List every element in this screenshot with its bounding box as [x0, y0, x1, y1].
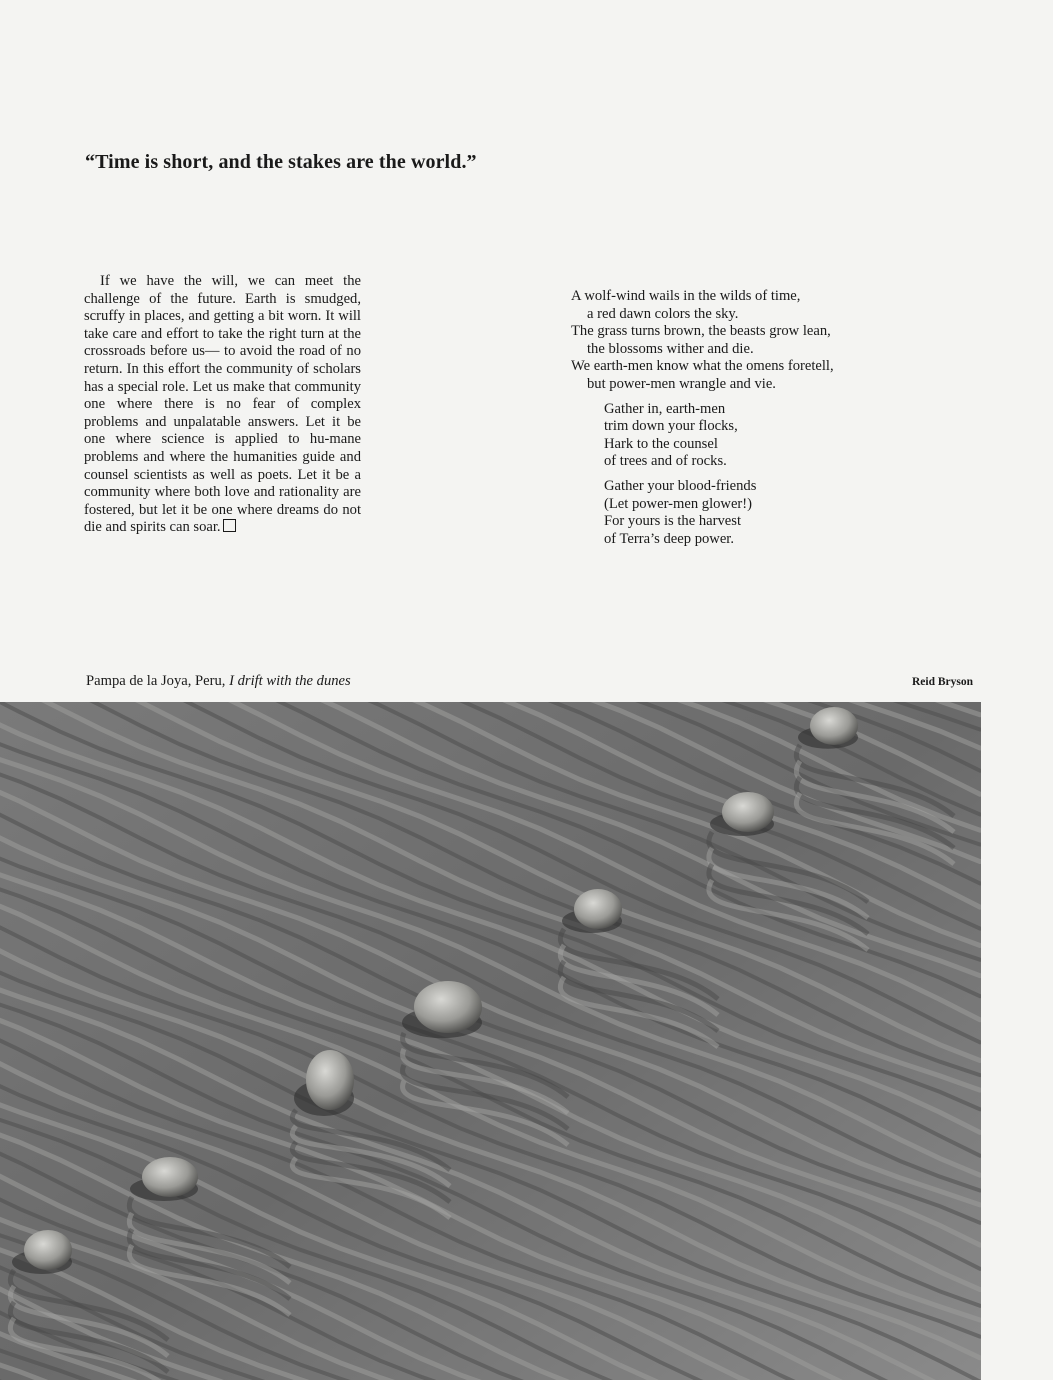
- poem-line: A wolf-wind wails in the wilds of time,: [571, 288, 801, 304]
- rock: [722, 792, 774, 832]
- photo-credit: Reid Bryson: [911, 676, 973, 688]
- poem: [571, 288, 911, 548]
- rock: [574, 889, 622, 929]
- rock: [24, 1230, 72, 1270]
- rock: [414, 981, 482, 1033]
- photo-caption: [86, 672, 351, 690]
- poem-line: trim down your flocks,: [604, 418, 738, 435]
- rock: [306, 1050, 354, 1110]
- poem-line: a red dawn colors the sky.: [587, 305, 739, 322]
- poem-line: but power-men wrangle and vie.: [587, 375, 776, 392]
- essay-paragraph: [84, 273, 361, 537]
- poem-line: Hark to the counsel: [604, 435, 718, 452]
- rock: [142, 1157, 198, 1197]
- end-mark-box: [223, 519, 236, 532]
- poem-line: For yours is the harvest: [604, 513, 742, 530]
- poem-line: The grass turns brown, the beasts grow lean,: [571, 323, 831, 340]
- poem-line: of trees and of rocks.: [604, 453, 727, 470]
- dune-ripples-illustration: [0, 702, 981, 1380]
- poem-line: Gather your blood-friends: [604, 477, 757, 494]
- sand-dune-photo: [0, 702, 981, 1380]
- poem-line: of Terra’s deep power.: [604, 530, 735, 547]
- poem-stanza-2: [604, 401, 911, 471]
- rock: [810, 707, 858, 745]
- poem-line: the blossoms wither and die.: [587, 340, 754, 357]
- headline-quote: “Time is short, and the stakes are the world.”: [85, 151, 477, 173]
- caption-title: I drift with the dunes: [229, 673, 351, 689]
- poem-stanza-3: [604, 478, 911, 548]
- poem-line: Gather in, earth-men: [604, 400, 726, 417]
- poem-line: (Let power-men glower!): [604, 495, 753, 512]
- poem-line: We earth-men know what the omens foretell,: [571, 358, 834, 375]
- caption-place: Pampa de la Joya, Peru,: [86, 673, 226, 689]
- essay-text: If we have the will, we can meet the challenge of the future. Earth is smudged, scruffy in places, and getting a bit worn. It will take care and effort to take the right turn at the crossroads before us— to avoid the road of no return. In this effort the community of scholars has a special role. Let us make that community one where there is no fear of complex problems and unpalatable answers. Let it be one where science is applied to hu-mane problems and where the humanities guide and counsel scientists as well as poets. Let it be a community where both love and rationality are fostered, but let it be one where dreams do not die and spirits can soar.: [84, 273, 361, 536]
- poem-stanza-1: [571, 288, 911, 394]
